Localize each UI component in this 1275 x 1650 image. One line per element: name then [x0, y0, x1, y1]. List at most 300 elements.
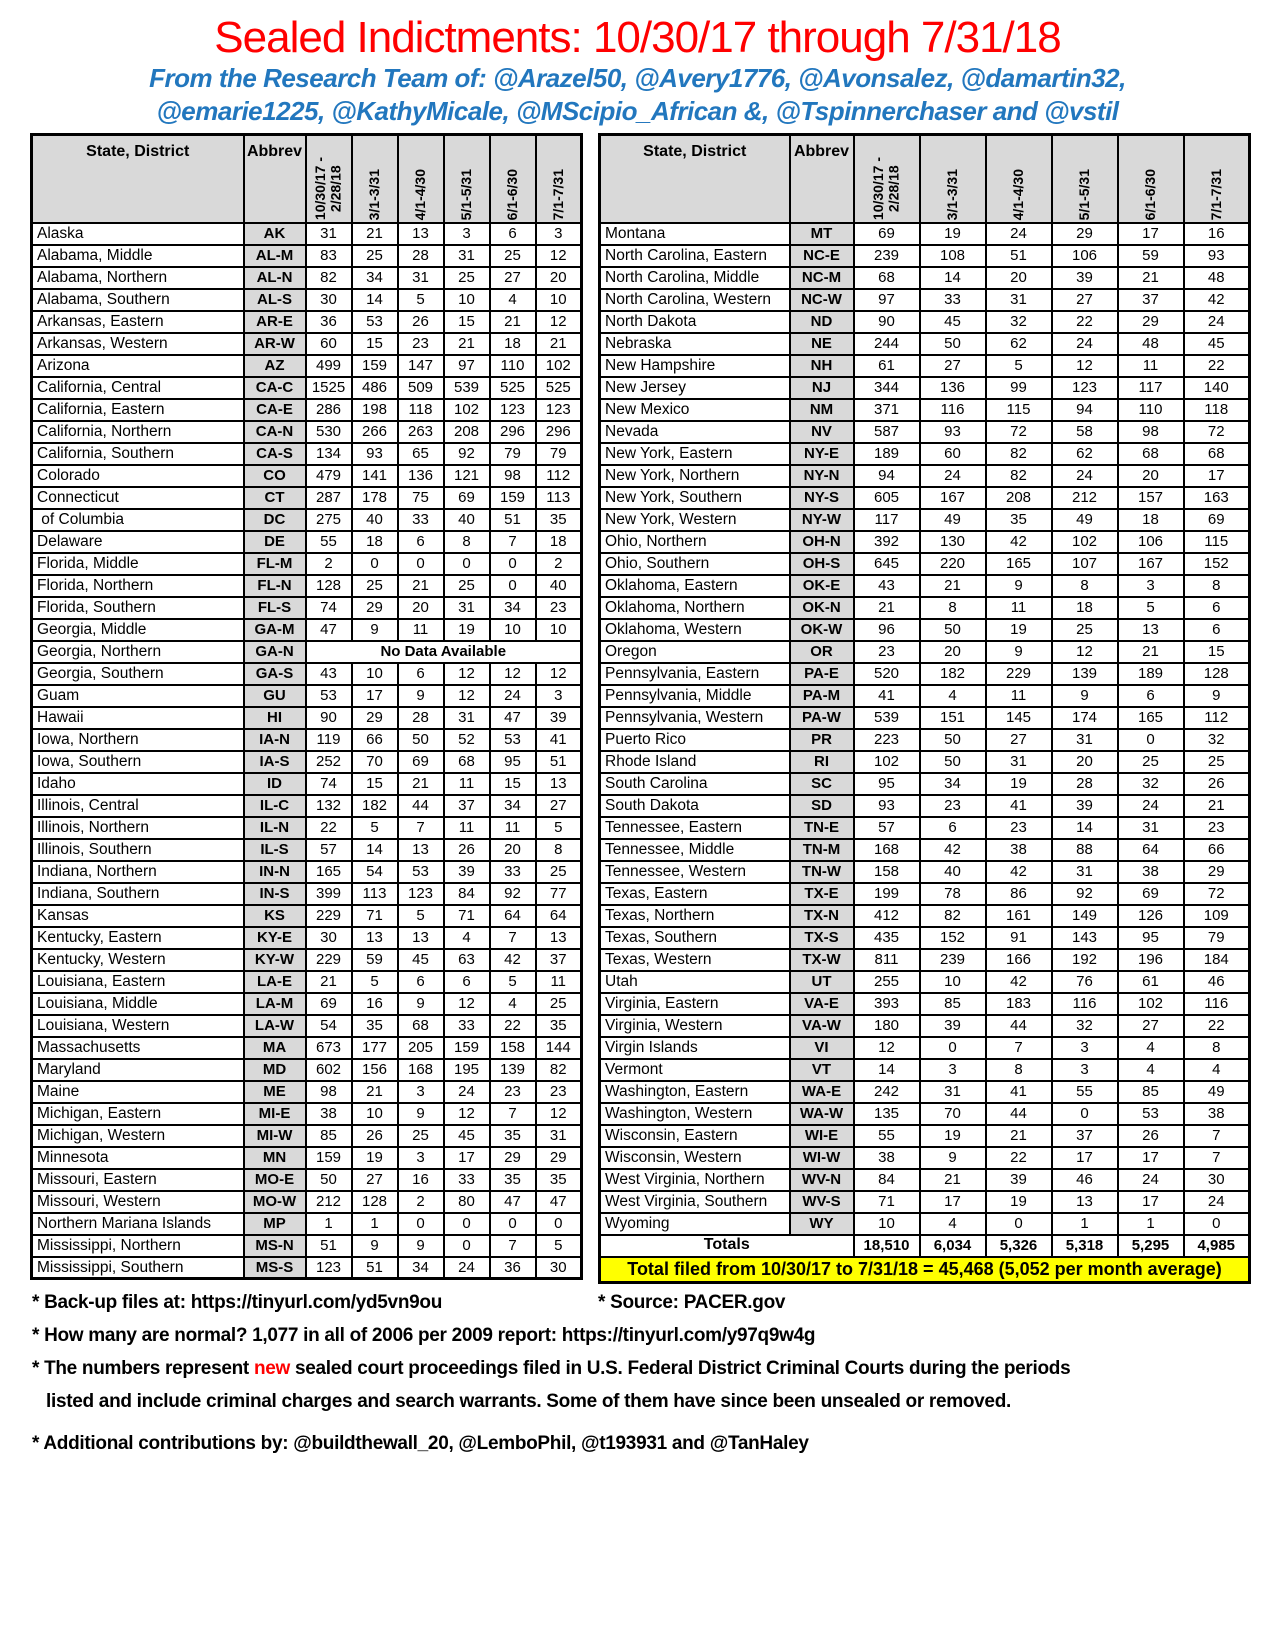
value-cell: 12	[1052, 355, 1118, 377]
abbrev-cell: RI	[790, 751, 854, 773]
abbrev-cell: WY	[790, 1213, 854, 1235]
value-cell: 31	[398, 267, 444, 289]
value-cell: 24	[920, 465, 986, 487]
value-cell: 25	[536, 993, 582, 1015]
state-district-cell: Ohio, Northern	[600, 531, 790, 553]
value-cell: 57	[306, 839, 352, 861]
value-cell: 0	[1184, 1213, 1250, 1235]
table-row	[32, 443, 582, 465]
state-district-cell: Virgin Islands	[600, 1037, 790, 1059]
value-cell: 80	[444, 1191, 490, 1213]
state-district-cell: Colorado	[32, 465, 244, 487]
value-cell: 50	[920, 619, 986, 641]
abbrev-cell: AR-E	[244, 311, 306, 333]
value-cell: 30	[306, 927, 352, 949]
value-cell: 5	[352, 971, 398, 993]
value-cell: 94	[1052, 399, 1118, 421]
value-cell: 8	[1052, 575, 1118, 597]
col-header-abbrev: Abbrev	[790, 135, 854, 223]
value-cell: 50	[398, 729, 444, 751]
value-cell: 42	[986, 971, 1052, 993]
value-cell: 24	[986, 223, 1052, 245]
abbrev-cell: OH-N	[790, 531, 854, 553]
value-cell: 140	[1184, 377, 1250, 399]
value-cell: 112	[1184, 707, 1250, 729]
table-row	[32, 311, 582, 333]
value-cell: 252	[306, 751, 352, 773]
value-cell: 21	[536, 333, 582, 355]
value-cell: 11	[444, 817, 490, 839]
value-cell: 37	[1118, 289, 1184, 311]
value-cell: 31	[536, 1125, 582, 1147]
table-row	[600, 289, 1250, 311]
value-cell: 82	[986, 465, 1052, 487]
abbrev-cell: TN-W	[790, 861, 854, 883]
abbrev-cell: NY-W	[790, 509, 854, 531]
state-district-cell: North Carolina, Eastern	[600, 245, 790, 267]
value-cell: 32	[1052, 1015, 1118, 1037]
value-cell: 70	[920, 1103, 986, 1125]
state-district-cell: Minnesota	[32, 1147, 244, 1169]
table-row	[32, 1081, 582, 1103]
state-district-cell: Mississippi, Northern	[32, 1235, 244, 1257]
value-cell: 21	[920, 575, 986, 597]
value-cell: 17	[1118, 1191, 1184, 1213]
table-row	[32, 729, 582, 751]
value-cell: 151	[920, 707, 986, 729]
value-cell: 123	[398, 883, 444, 905]
table-row	[32, 597, 582, 619]
value-cell: 0	[444, 1213, 490, 1235]
value-cell: 69	[854, 223, 920, 245]
totals-value-cell: 5,295	[1118, 1235, 1184, 1257]
value-cell: 9	[1184, 685, 1250, 707]
abbrev-cell: FL-S	[244, 597, 306, 619]
value-cell: 14	[920, 267, 986, 289]
abbrev-cell: AL-N	[244, 267, 306, 289]
value-cell: 30	[306, 289, 352, 311]
col-header-period-label: 6/1-6/30	[503, 168, 520, 220]
totals-row	[600, 1235, 1250, 1257]
value-cell: 63	[444, 949, 490, 971]
value-cell: 44	[398, 795, 444, 817]
value-cell: 3	[398, 1081, 444, 1103]
value-cell: 25	[490, 245, 536, 267]
value-cell: 17	[352, 685, 398, 707]
state-district-cell: Guam	[32, 685, 244, 707]
table-row	[600, 861, 1250, 883]
value-cell: 79	[536, 443, 582, 465]
table-row	[600, 1103, 1250, 1125]
state-district-cell: Illinois, Central	[32, 795, 244, 817]
abbrev-cell: GA-S	[244, 663, 306, 685]
page-title: Sealed Indictments: 10/30/17 through 7/31/18	[214, 13, 1061, 62]
value-cell: 5	[490, 971, 536, 993]
value-cell: 79	[1184, 927, 1250, 949]
value-cell: 35	[536, 509, 582, 531]
state-district-cell: Nevada	[600, 421, 790, 443]
table-row	[600, 333, 1250, 355]
value-cell: 266	[352, 421, 398, 443]
table-row	[600, 927, 1250, 949]
value-cell: 189	[854, 443, 920, 465]
value-cell: 6	[1118, 685, 1184, 707]
state-district-cell: Kentucky, Eastern	[32, 927, 244, 949]
value-cell: 3	[444, 223, 490, 245]
table-row	[600, 641, 1250, 663]
value-cell: 31	[920, 1081, 986, 1103]
value-cell: 1525	[306, 377, 352, 399]
value-cell: 121	[444, 465, 490, 487]
value-cell: 399	[306, 883, 352, 905]
state-district-cell: Georgia, Southern	[32, 663, 244, 685]
value-cell: 6	[398, 531, 444, 553]
table-row	[600, 839, 1250, 861]
value-cell: 59	[1118, 245, 1184, 267]
value-cell: 12	[490, 663, 536, 685]
state-district-cell: Washington, Eastern	[600, 1081, 790, 1103]
value-cell: 33	[444, 1169, 490, 1191]
value-cell: 9	[920, 1147, 986, 1169]
value-cell: 31	[444, 245, 490, 267]
value-cell: 18	[352, 531, 398, 553]
value-cell: 673	[306, 1037, 352, 1059]
value-cell: 25	[536, 861, 582, 883]
value-cell: 11	[398, 619, 444, 641]
table-row	[32, 1103, 582, 1125]
abbrev-cell: MI-E	[244, 1103, 306, 1125]
value-cell: 79	[490, 443, 536, 465]
value-cell: 15	[352, 773, 398, 795]
value-cell: 10	[920, 971, 986, 993]
abbrev-cell: IN-N	[244, 861, 306, 883]
state-district-cell: Delaware	[32, 531, 244, 553]
value-cell: 95	[854, 773, 920, 795]
value-cell: 143	[1052, 927, 1118, 949]
value-cell: 16	[1184, 223, 1250, 245]
abbrev-cell: FL-N	[244, 575, 306, 597]
value-cell: 72	[986, 421, 1052, 443]
value-cell: 15	[352, 333, 398, 355]
value-cell: 27	[352, 1169, 398, 1191]
value-cell: 21	[352, 223, 398, 245]
value-cell: 77	[536, 883, 582, 905]
value-cell: 46	[1052, 1169, 1118, 1191]
value-cell: 21	[854, 597, 920, 619]
value-cell: 15	[444, 311, 490, 333]
value-cell: 106	[1052, 245, 1118, 267]
value-cell: 244	[854, 333, 920, 355]
table-row	[600, 1213, 1250, 1235]
value-cell: 7	[986, 1037, 1052, 1059]
table-row	[32, 685, 582, 707]
value-cell: 130	[920, 531, 986, 553]
value-cell: 60	[306, 333, 352, 355]
value-cell: 182	[920, 663, 986, 685]
value-cell: 6	[1184, 619, 1250, 641]
value-cell: 115	[1184, 531, 1250, 553]
value-cell: 242	[854, 1081, 920, 1103]
state-district-cell: Idaho	[32, 773, 244, 795]
value-cell: 72	[1184, 883, 1250, 905]
value-cell: 34	[490, 597, 536, 619]
value-cell: 116	[1184, 993, 1250, 1015]
value-cell: 11	[444, 773, 490, 795]
state-district-cell: Iowa, Southern	[32, 751, 244, 773]
value-cell: 9	[1052, 685, 1118, 707]
state-district-cell: Illinois, Northern	[32, 817, 244, 839]
value-cell: 3	[536, 685, 582, 707]
value-cell: 42	[986, 531, 1052, 553]
value-cell: 3	[1052, 1037, 1118, 1059]
abbrev-cell: WV-S	[790, 1191, 854, 1213]
abbrev-cell: WA-W	[790, 1103, 854, 1125]
value-cell: 25	[444, 267, 490, 289]
value-cell: 25	[352, 245, 398, 267]
table-row	[32, 1059, 582, 1081]
value-cell: 4	[920, 1213, 986, 1235]
col-header-period-label: 6/1-6/30	[1141, 168, 1158, 220]
value-cell: 19	[444, 619, 490, 641]
abbrev-cell: GA-N	[244, 641, 306, 663]
col-header-period-label: 4/1-4/30	[1009, 168, 1026, 220]
value-cell: 22	[306, 817, 352, 839]
value-cell: 9	[398, 685, 444, 707]
value-cell: 37	[536, 949, 582, 971]
abbrev-cell: AR-W	[244, 333, 306, 355]
table-row	[600, 707, 1250, 729]
value-cell: 21	[1118, 267, 1184, 289]
value-cell: 539	[444, 377, 490, 399]
table-row	[600, 795, 1250, 817]
table-row	[32, 751, 582, 773]
value-cell: 3	[1052, 1059, 1118, 1081]
value-cell: 135	[854, 1103, 920, 1125]
state-district-cell: Ohio, Southern	[600, 553, 790, 575]
state-district-cell: Northern Mariana Islands	[32, 1213, 244, 1235]
abbrev-cell: VI	[790, 1037, 854, 1059]
state-district-cell: New Jersey	[600, 377, 790, 399]
abbrev-cell: AZ	[244, 355, 306, 377]
value-cell: 287	[306, 487, 352, 509]
value-cell: 128	[352, 1191, 398, 1213]
footnote-normal: * How many are normal? 1,077 in all of 2006 per 2009 report: https://tinyurl.com/y97q9w4g	[32, 1325, 816, 1347]
footnote-row-1	[32, 1292, 1275, 1314]
col-header-period-label: 7/1-7/31	[549, 168, 566, 220]
value-cell: 12	[444, 993, 490, 1015]
value-cell: 50	[306, 1169, 352, 1191]
value-cell: 212	[1052, 487, 1118, 509]
value-cell: 28	[398, 245, 444, 267]
value-cell: 0	[920, 1037, 986, 1059]
abbrev-cell: AK	[244, 223, 306, 245]
table-row	[600, 993, 1250, 1015]
value-cell: 8	[986, 1059, 1052, 1081]
value-cell: 12	[444, 685, 490, 707]
value-cell: 602	[306, 1059, 352, 1081]
abbrev-cell: PA-E	[790, 663, 854, 685]
value-cell: 23	[986, 817, 1052, 839]
table-row	[32, 839, 582, 861]
value-cell: 27	[920, 355, 986, 377]
value-cell: 88	[1052, 839, 1118, 861]
state-district-cell: Alabama, Southern	[32, 289, 244, 311]
value-cell: 52	[444, 729, 490, 751]
value-cell: 2	[398, 1191, 444, 1213]
value-cell: 85	[920, 993, 986, 1015]
value-cell: 12	[854, 1037, 920, 1059]
abbrev-cell: MI-W	[244, 1125, 306, 1147]
abbrev-cell: VT	[790, 1059, 854, 1081]
value-cell: 54	[352, 861, 398, 883]
value-cell: 69	[398, 751, 444, 773]
value-cell: 229	[986, 663, 1052, 685]
table-row	[32, 619, 582, 641]
value-cell: 34	[920, 773, 986, 795]
value-cell: 7	[490, 531, 536, 553]
state-district-cell: Utah	[600, 971, 790, 993]
value-cell: 24	[444, 1257, 490, 1279]
state-district-cell: California, Central	[32, 377, 244, 399]
value-cell: 27	[490, 267, 536, 289]
value-cell: 27	[536, 795, 582, 817]
value-cell: 10	[854, 1213, 920, 1235]
value-cell: 161	[986, 905, 1052, 927]
value-cell: 23	[536, 597, 582, 619]
value-cell: 113	[352, 883, 398, 905]
abbrev-cell: KY-E	[244, 927, 306, 949]
left-table-header-row	[32, 135, 582, 223]
col-header-state-district: State, District	[600, 135, 790, 223]
value-cell: 20	[536, 267, 582, 289]
state-district-cell: Tennessee, Middle	[600, 839, 790, 861]
table-row	[32, 399, 582, 421]
value-cell: 4	[490, 289, 536, 311]
abbrev-cell: LA-W	[244, 1015, 306, 1037]
right-indictments-table	[598, 133, 1251, 1284]
value-cell: 31	[1052, 861, 1118, 883]
state-district-cell: Michigan, Eastern	[32, 1103, 244, 1125]
abbrev-cell: OK-N	[790, 597, 854, 619]
abbrev-cell: OH-S	[790, 553, 854, 575]
value-cell: 106	[1118, 531, 1184, 553]
abbrev-cell: MD	[244, 1059, 306, 1081]
state-district-cell: Arkansas, Eastern	[32, 311, 244, 333]
value-cell: 13	[1052, 1191, 1118, 1213]
value-cell: 239	[854, 245, 920, 267]
value-cell: 128	[306, 575, 352, 597]
value-cell: 239	[920, 949, 986, 971]
state-district-cell: Washington, Western	[600, 1103, 790, 1125]
value-cell: 20	[920, 641, 986, 663]
value-cell: 8	[920, 597, 986, 619]
state-district-cell: Wisconsin, Western	[600, 1147, 790, 1169]
value-cell: 4	[1118, 1059, 1184, 1081]
value-cell: 59	[352, 949, 398, 971]
value-cell: 168	[398, 1059, 444, 1081]
abbrev-cell: NH	[790, 355, 854, 377]
value-cell: 68	[854, 267, 920, 289]
value-cell: 24	[1184, 1191, 1250, 1213]
abbrev-cell: CT	[244, 487, 306, 509]
abbrev-cell: MS-N	[244, 1235, 306, 1257]
value-cell: 64	[1118, 839, 1184, 861]
value-cell: 139	[1052, 663, 1118, 685]
table-row	[32, 1125, 582, 1147]
value-cell: 530	[306, 421, 352, 443]
state-district-cell: Massachusetts	[32, 1037, 244, 1059]
value-cell: 21	[1184, 795, 1250, 817]
value-cell: 9	[352, 619, 398, 641]
value-cell: 195	[444, 1059, 490, 1081]
table-row	[600, 575, 1250, 597]
value-cell: 18	[1118, 509, 1184, 531]
state-district-cell: California, Southern	[32, 443, 244, 465]
value-cell: 412	[854, 905, 920, 927]
table-row	[600, 597, 1250, 619]
table-row	[600, 729, 1250, 751]
value-cell: 22	[986, 1147, 1052, 1169]
value-cell: 13	[536, 927, 582, 949]
value-cell: 223	[854, 729, 920, 751]
table-row	[600, 949, 1250, 971]
value-cell: 24	[444, 1081, 490, 1103]
value-cell: 26	[1184, 773, 1250, 795]
table-row	[600, 905, 1250, 927]
table-row	[32, 773, 582, 795]
table-row	[600, 773, 1250, 795]
value-cell: 117	[1118, 377, 1184, 399]
value-cell: 32	[986, 311, 1052, 333]
value-cell: 10	[352, 1103, 398, 1125]
value-cell: 31	[444, 597, 490, 619]
value-cell: 17	[1052, 1147, 1118, 1169]
abbrev-cell: WV-N	[790, 1169, 854, 1191]
value-cell: 43	[306, 663, 352, 685]
value-cell: 71	[444, 905, 490, 927]
value-cell: 21	[490, 311, 536, 333]
value-cell: 23	[490, 1081, 536, 1103]
value-cell: 45	[444, 1125, 490, 1147]
abbrev-cell: MA	[244, 1037, 306, 1059]
value-cell: 21	[1118, 641, 1184, 663]
value-cell: 116	[920, 399, 986, 421]
value-cell: 12	[536, 245, 582, 267]
state-district-cell: Puerto Rico	[600, 729, 790, 751]
value-cell: 98	[1118, 421, 1184, 443]
table-row	[32, 861, 582, 883]
value-cell: 520	[854, 663, 920, 685]
abbrev-cell: NE	[790, 333, 854, 355]
value-cell: 0	[1118, 729, 1184, 751]
value-cell: 5	[352, 817, 398, 839]
value-cell: 8	[536, 839, 582, 861]
value-cell: 47	[306, 619, 352, 641]
state-district-cell: New Mexico	[600, 399, 790, 421]
col-header-period-label: 3/1-3/31	[365, 168, 382, 220]
state-district-cell: Wyoming	[600, 1213, 790, 1235]
value-cell: 24	[1052, 333, 1118, 355]
abbrev-cell: IA-S	[244, 751, 306, 773]
state-district-cell: Iowa, Northern	[32, 729, 244, 751]
state-district-cell: Virginia, Eastern	[600, 993, 790, 1015]
state-district-cell: Georgia, Northern	[32, 641, 244, 663]
state-district-cell: Vermont	[600, 1059, 790, 1081]
state-district-cell: Texas, Western	[600, 949, 790, 971]
value-cell: 68	[1118, 443, 1184, 465]
value-cell: 20	[398, 597, 444, 619]
value-cell: 178	[352, 487, 398, 509]
